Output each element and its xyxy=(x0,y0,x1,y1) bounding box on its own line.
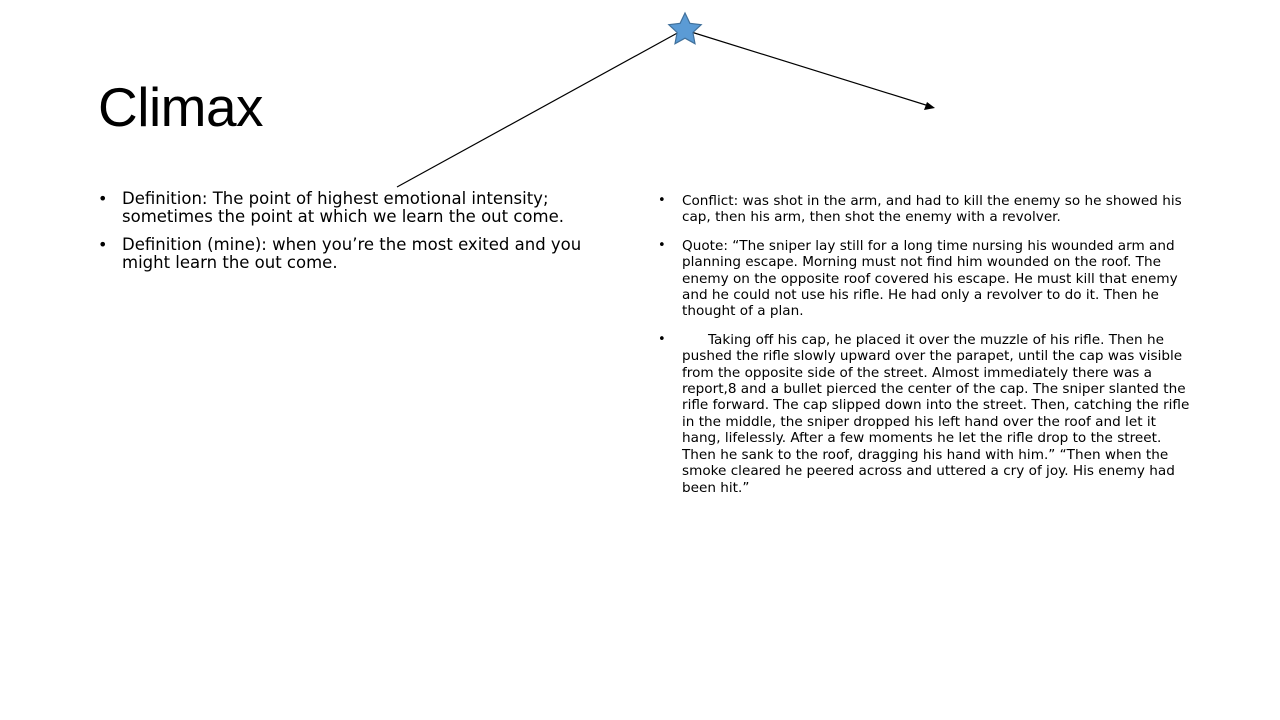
falling-action-line xyxy=(688,31,929,106)
list-item xyxy=(98,190,633,226)
bullet-icon: • xyxy=(98,235,108,254)
bullet-icon: • xyxy=(98,189,108,208)
star-icon xyxy=(669,13,701,44)
slide-title: Climax xyxy=(98,76,264,138)
rising-action-line xyxy=(397,31,681,187)
arrowhead-icon xyxy=(924,102,935,110)
right-bullet-list xyxy=(658,193,1194,508)
list-item xyxy=(658,193,1194,226)
quote-continuation-text: Taking off his cap, he placed it over the muzzle of his rifle. Then he pushed the rifle slowly upward over the parapet, until the cap was visible from the opposite side of the street. Almost immediately there was a report,8 and a bullet pierced the center of the cap. The sniper slanted the rifle forward. The cap slipped down into the street. Then, catching the rifle in the middle, the sniper dropped his left hand over the roof and let it hang, lifelessly. After a few moments he let the rifle drop to the street. Then he sank to the roof, dragging his hand with him.” “Then when the smoke cleared he peered across and uttered a cry of joy. His enemy had been hit.” xyxy=(682,331,1190,496)
bullet-icon: • xyxy=(658,193,666,208)
personal-definition-text: Definition (mine): when you’re the most exited and you might learn the out come. xyxy=(122,235,582,272)
bullet-icon: • xyxy=(658,237,666,253)
list-item xyxy=(658,332,1194,496)
conflict-text: Conflict: was shot in the arm, and had to kill the enemy so he showed his cap, then his arm, then shot the enemy with a revolver. xyxy=(682,193,1182,226)
left-bullet-list xyxy=(98,190,633,282)
bullet-icon: • xyxy=(658,331,666,347)
list-item xyxy=(98,236,633,272)
list-item xyxy=(658,238,1194,320)
definition-text: Definition: The point of highest emotional intensity; sometimes the point at which we learn the out come. xyxy=(122,189,564,226)
quote-text: Quote: “The sniper lay still for a long time nursing his wounded arm and planning escape. Morning must not find him wounded on the roof. The enemy on the opposite roof covered his escape. He must kill that enemy and he could not use his rifle. He had only a revolver to do it. Then he thought of a plan. xyxy=(682,237,1178,320)
